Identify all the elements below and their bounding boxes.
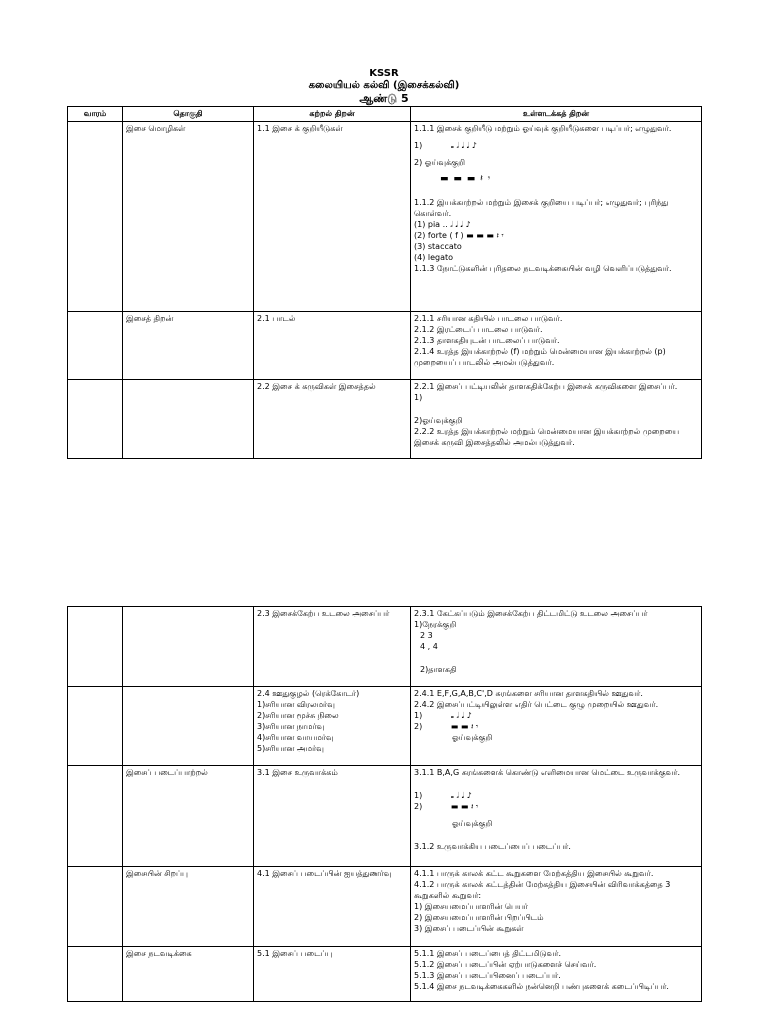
content-line: 2.3.1 கேட்கப்படும் இசைக்கேற்ப திட்டமிட்டு உடலை அசைப்பர் [414,609,648,618]
content-skill-cell [411,687,702,766]
table-row [68,122,702,312]
rest-symbols-icon: ▬ ▬ ▬ 𝄽 𝄾 [440,174,492,184]
week-cell [68,947,123,1002]
content-line: 5.1.3 இசைப் படைப்பினைப் படைப்பர். [414,971,561,980]
content-line: 5.1.4 இசை நடவடிக்கைகளில் நன்னெறி பண்புகளைக் கடைப்பிடிப்பர். [414,982,669,991]
skill-line: 4)சரியான வாயமர்வு [257,733,334,742]
learning-skill-cell: 4.1 இசைப் படைப்பின் ஐயத்துணர்வு [254,867,411,947]
syllabus-table-page-1 [67,106,702,459]
learning-skill-cell: 2.2 இசை க் கருவிகள் இசைத்தல் [254,380,411,459]
content-line: 2) இசையமைப்பாளரின் பிறப்பிடம் [414,913,544,922]
list-number: 1) [414,711,423,720]
content-line: 2) ஓய்வுக்குறி [414,158,466,167]
skill-line: 3)சரியான நாமர்வு [257,722,325,731]
learning-skill-cell: 2.1 பாடல் [254,312,411,380]
content-line: 2.1.4 உரத்த இயக்காற்றல் (f) மற்றும் மென்மையான இயக்காற்றல் (p) [414,347,666,356]
content-line: 1.1.1 இசைக் குறியீடு மற்றும் ஓய்வுக் குறியீடுகளை படிப்பர்; எழுதுவர். [414,124,672,133]
table-row [68,867,702,947]
content-line: 2.4.2 இசைப்பட்டியிலுள்ள எதிர் பெட்டை குழு முறையில் ஊதுவர். [414,700,659,709]
content-line: ஓய்வுக்குறி [452,733,493,742]
table-row [68,947,702,1002]
content-line [414,710,698,721]
content-line: 2.4.1 E,F,G,A,B,C',D சுரங்களை சரியான தாளகதியில் ஊதுவர். [414,689,643,698]
content-line: 3) இசைப் படைப்பின் கூறுகள் [414,924,524,933]
column-header-week: வாரம் [68,107,123,122]
week-cell [68,607,123,687]
note-symbols-icon: 𝅝 𝅗𝅥 𝅘𝅥 ♪ [450,711,472,720]
list-number: 2) [414,722,423,731]
content-line: 3.1.1 B,A,G சுரங்களைக் கொண்டு எளிமையான மெட்டை உருவாக்குவர். [414,768,681,777]
topic-cell: இசைத் திறன் [123,312,254,380]
topic-cell: இசை மொழிகள் [123,122,254,312]
content-line: 2.2.1 இசைப் பட்டியலின் தாளகதிக்கேற்ப இசைக் கருவிகளை இசைப்பர். [414,382,678,391]
rest-symbols-icon: ▬ ▬ 𝄽 𝄾 [450,802,479,811]
content-line: (1) pia .. 𝅗𝅥 𝅘𝅥 𝅘𝅥 ♪ [414,220,471,229]
year-title: ஆண்டு 5 [359,92,409,105]
column-header-content-skill: உள்ளடக்கத் திறன் [411,107,702,122]
content-line: 3.1.2 உருவாக்கிய படைப்பைப் படைப்பர். [414,842,571,851]
learning-skill-cell [254,687,411,766]
week-cell [68,766,123,867]
content-line: 2.1.1 சரியான கதியில் பாடலை பாடுவர். [414,314,563,323]
content-line [414,801,698,812]
content-line: 2.1.2 இரட்டைப் பாடலை பாடுவர். [414,325,543,334]
content-skill-cell [411,867,702,947]
list-number: 1) [414,141,423,150]
note-symbols-icon: 𝅝 𝅗𝅥 𝅘𝅥 ♪ [450,791,472,800]
topic-cell [123,687,254,766]
learning-skill-cell: 2.3 இசைக்கேற்ப உடலை அசைப்பர் [254,607,411,687]
content-line: 1) இசையமைப்பாளரின் பெயர் [414,902,528,911]
content-line: 1) [414,393,423,402]
week-cell [68,312,123,380]
skill-line: 1)சரியான விரலமர்வு [257,700,335,709]
topic-cell: இசை நடவடிக்கை [123,947,254,1002]
content-line [414,790,698,801]
content-line: 4 , 4 [420,642,438,651]
content-skill-cell [411,312,702,380]
table-row [68,380,702,459]
list-number: 2) [414,802,423,811]
content-line: கொள்வர். [414,209,452,218]
topic-cell: இசைப் படைப்பாற்றல் [123,766,254,867]
content-line: (4) legato [414,253,454,262]
content-line: 2.1.3 தாளகதியுடன் பாடலைப் பாடுவர். [414,336,560,345]
content-skill-cell [411,947,702,1002]
content-line: 4.1.2 பாருக் காலக் கட்டத்தின் மேற்கத்திய இசையின் விரிவாக்கத்தை 3 [414,880,671,889]
content-skill-cell [411,607,702,687]
content-line: 1.1.2 இயக்காற்றல் மற்றும் இசைக் குறியை படிப்பர்; எழுதுவர்; புரிந்து [414,198,669,207]
learning-skill-cell: 3.1 இசை உருவாக்கம் [254,766,411,867]
table-row [68,687,702,766]
list-number: 1) [414,791,423,800]
learning-skill-cell: 1.1 இசை க் குறியீடுகள் [254,122,411,312]
column-header-topic: தொகுதி [123,107,254,122]
table-row [68,607,702,687]
content-line: இசைக் கருவி இசைத்தலில் அமல்படுத்துவர். [414,438,575,447]
note-symbols-icon: 𝅝 𝅗𝅥 𝅘𝅥 𝅘𝅥 ♪ [450,141,477,150]
content-line [414,721,698,732]
content-line: 2)ஓய்வுக்குறி [414,416,463,425]
skill-line: 2)சரியான மூச்சு நிலை [257,711,339,720]
content-line: (3) staccato [414,242,462,251]
content-line: 1)நேரக்குறி [414,620,457,629]
content-line: 2.2.2 உரத்த இயக்காற்றல் மற்றும் மென்மையான இயக்காற்றல் முறையை [414,427,680,436]
syllabus-table-page-2 [67,606,702,1002]
content-line: 2)தாளகதி [420,665,457,674]
week-cell [68,122,123,312]
rest-symbols-icon: ▬ ▬ 𝄽 𝄾 [450,722,479,731]
content-line: கூறுகளில் கூறுவர்: [414,891,482,900]
content-line: முறையைப் பாடலில் அமல்படுத்துவர். [414,358,555,367]
week-cell [68,687,123,766]
content-skill-cell [411,766,702,867]
table-row [68,312,702,380]
skill-line: 5)சரியான அமர்வு [257,744,324,753]
content-line: ஓய்வுக்குறி [452,819,493,828]
week-cell [68,867,123,947]
table-row [68,766,702,867]
content-line: 2 3 [420,631,433,640]
week-cell [68,380,123,459]
content-line [414,140,698,151]
topic-cell [123,607,254,687]
content-line: (2) forte ( f ) ▬ ▬ ▬ 𝄽 𝄾 [414,231,504,240]
document-code: KSSR [369,68,399,79]
skill-line: 2.4 ஊதுகுழல் (ரெக்கோடர்) [257,689,360,698]
topic-cell: இசையின் சிறப்பு [123,867,254,947]
content-skill-cell [411,122,702,312]
column-header-learning-skill: கற்றல் திறன் [254,107,411,122]
topic-cell [123,380,254,459]
content-line: 1.1.3 நோட்டுகளின் புரிதலை நடவடிக்கையின் வழி வெளிப்படுத்துவர். [414,264,672,273]
content-line: 4.1.1 பாருக் காலக் கட்ட கூறுகளை மேற்கத்திய இசையில் கூறுவர். [414,869,654,878]
content-line: 5.1.1 இசைப் படைப்பைத் திட்டமிடுவர். [414,949,561,958]
table-header-row [68,107,702,122]
learning-skill-cell: 5.1 இசைப் படைப்பு [254,947,411,1002]
subject-title: கலையியல் கல்வி (இசைக்கல்வி) [308,80,460,91]
content-skill-cell [411,380,702,459]
content-line: 5.1.2 இசைப் படைப்பின் ஏற்பாடுகளைச் செய்வர். [414,960,597,969]
